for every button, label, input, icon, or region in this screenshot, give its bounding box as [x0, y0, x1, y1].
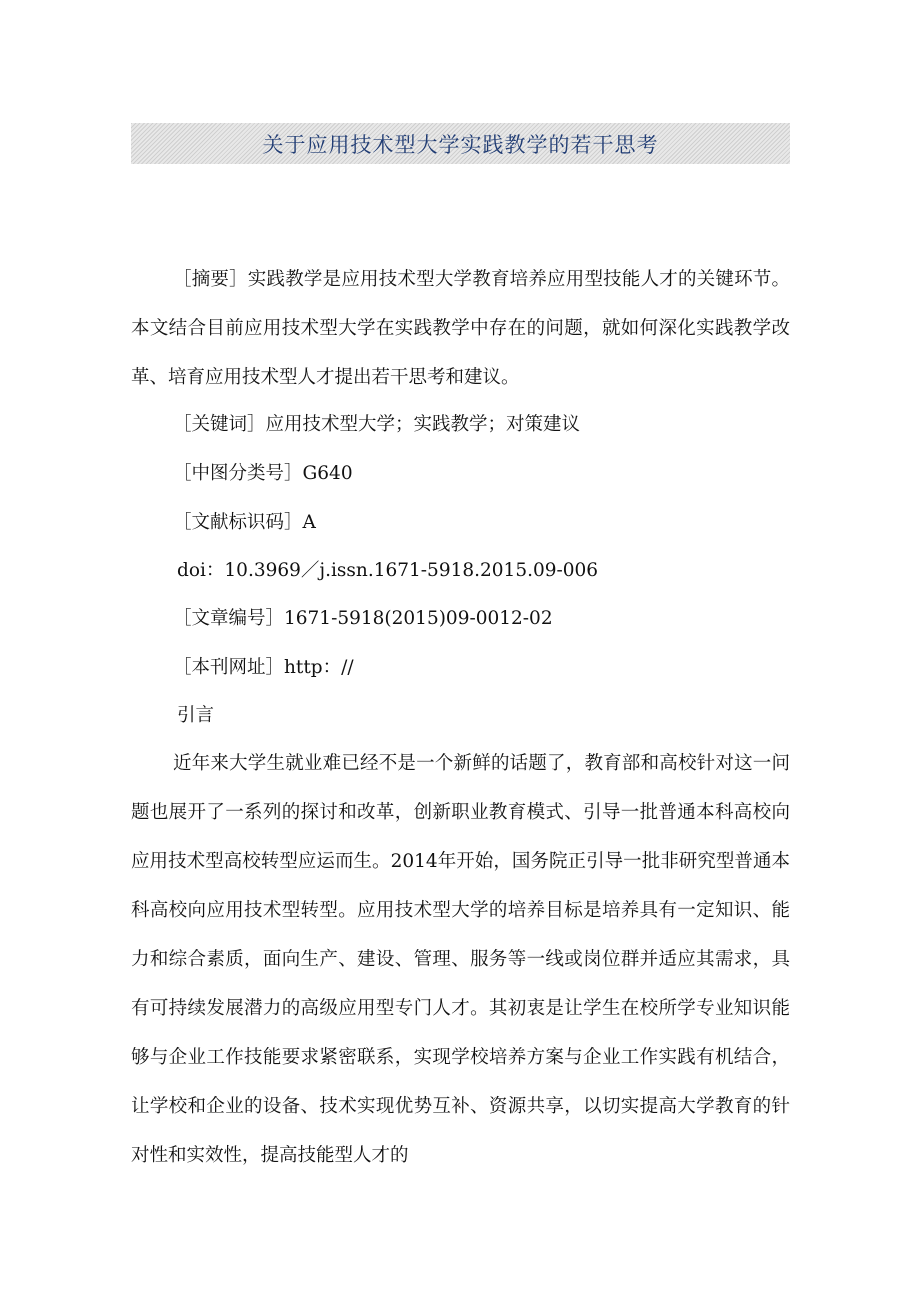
section-heading: 引言 [177, 705, 215, 726]
keywords-line: ［关键词］应用技术型大学；实践教学；对策建议 [173, 414, 581, 435]
doi-line: doi：10.3969／j.issn.1671-5918.2015.09-006 [177, 560, 599, 581]
article-number-line: ［文章编号］1671-5918(2015)09-0012-02 [173, 608, 553, 629]
abstract-paragraph: ［摘要］实践教学是应用技术型大学教育培养应用型技能人才的关键环节。本文结合目前应用技术型大学在实践教学中存在的问题，就如何深化实践教学改革、培育应用技术型人才提出若干思考和建议。 [131, 269, 790, 388]
classification-line: ［中图分类号］G640 [173, 463, 353, 484]
title-banner [131, 123, 790, 164]
document-title: 关于应用技术型大学实践教学的若干思考 [262, 132, 659, 157]
journal-url-line: ［本刊网址］http：// [173, 657, 354, 678]
intro-paragraph: 近年来大学生就业难已经不是一个新鲜的话题了，教育部和高校针对这一问题也展开了一系列的探讨和改革，创新职业教育模式、引导一批普通本科高校向应用技术型高校转型应运而生。2014年开始，国务院正引导一批非研究型普通本科高校向应用技术型转型。应用技术型大学的培养目标是培养具有一定知识、能力和综合素质，面向生产、建设、管理、服务等一线或岗位群并适应其需求，具有可持续发展潜力的高级应用型专门人才。其初衷是让学生在校所学专业知识能够与企业工作技能要求紧密联系，实现学校培养方案与企业工作实践有机结合，让学校和企业的设备、技术实现优势互补、资源共享，以切实提高大学教育的针对性和实效性，提高技能型人才的 [131, 753, 790, 1166]
document-code-line: ［文献标识码］A [173, 512, 316, 533]
